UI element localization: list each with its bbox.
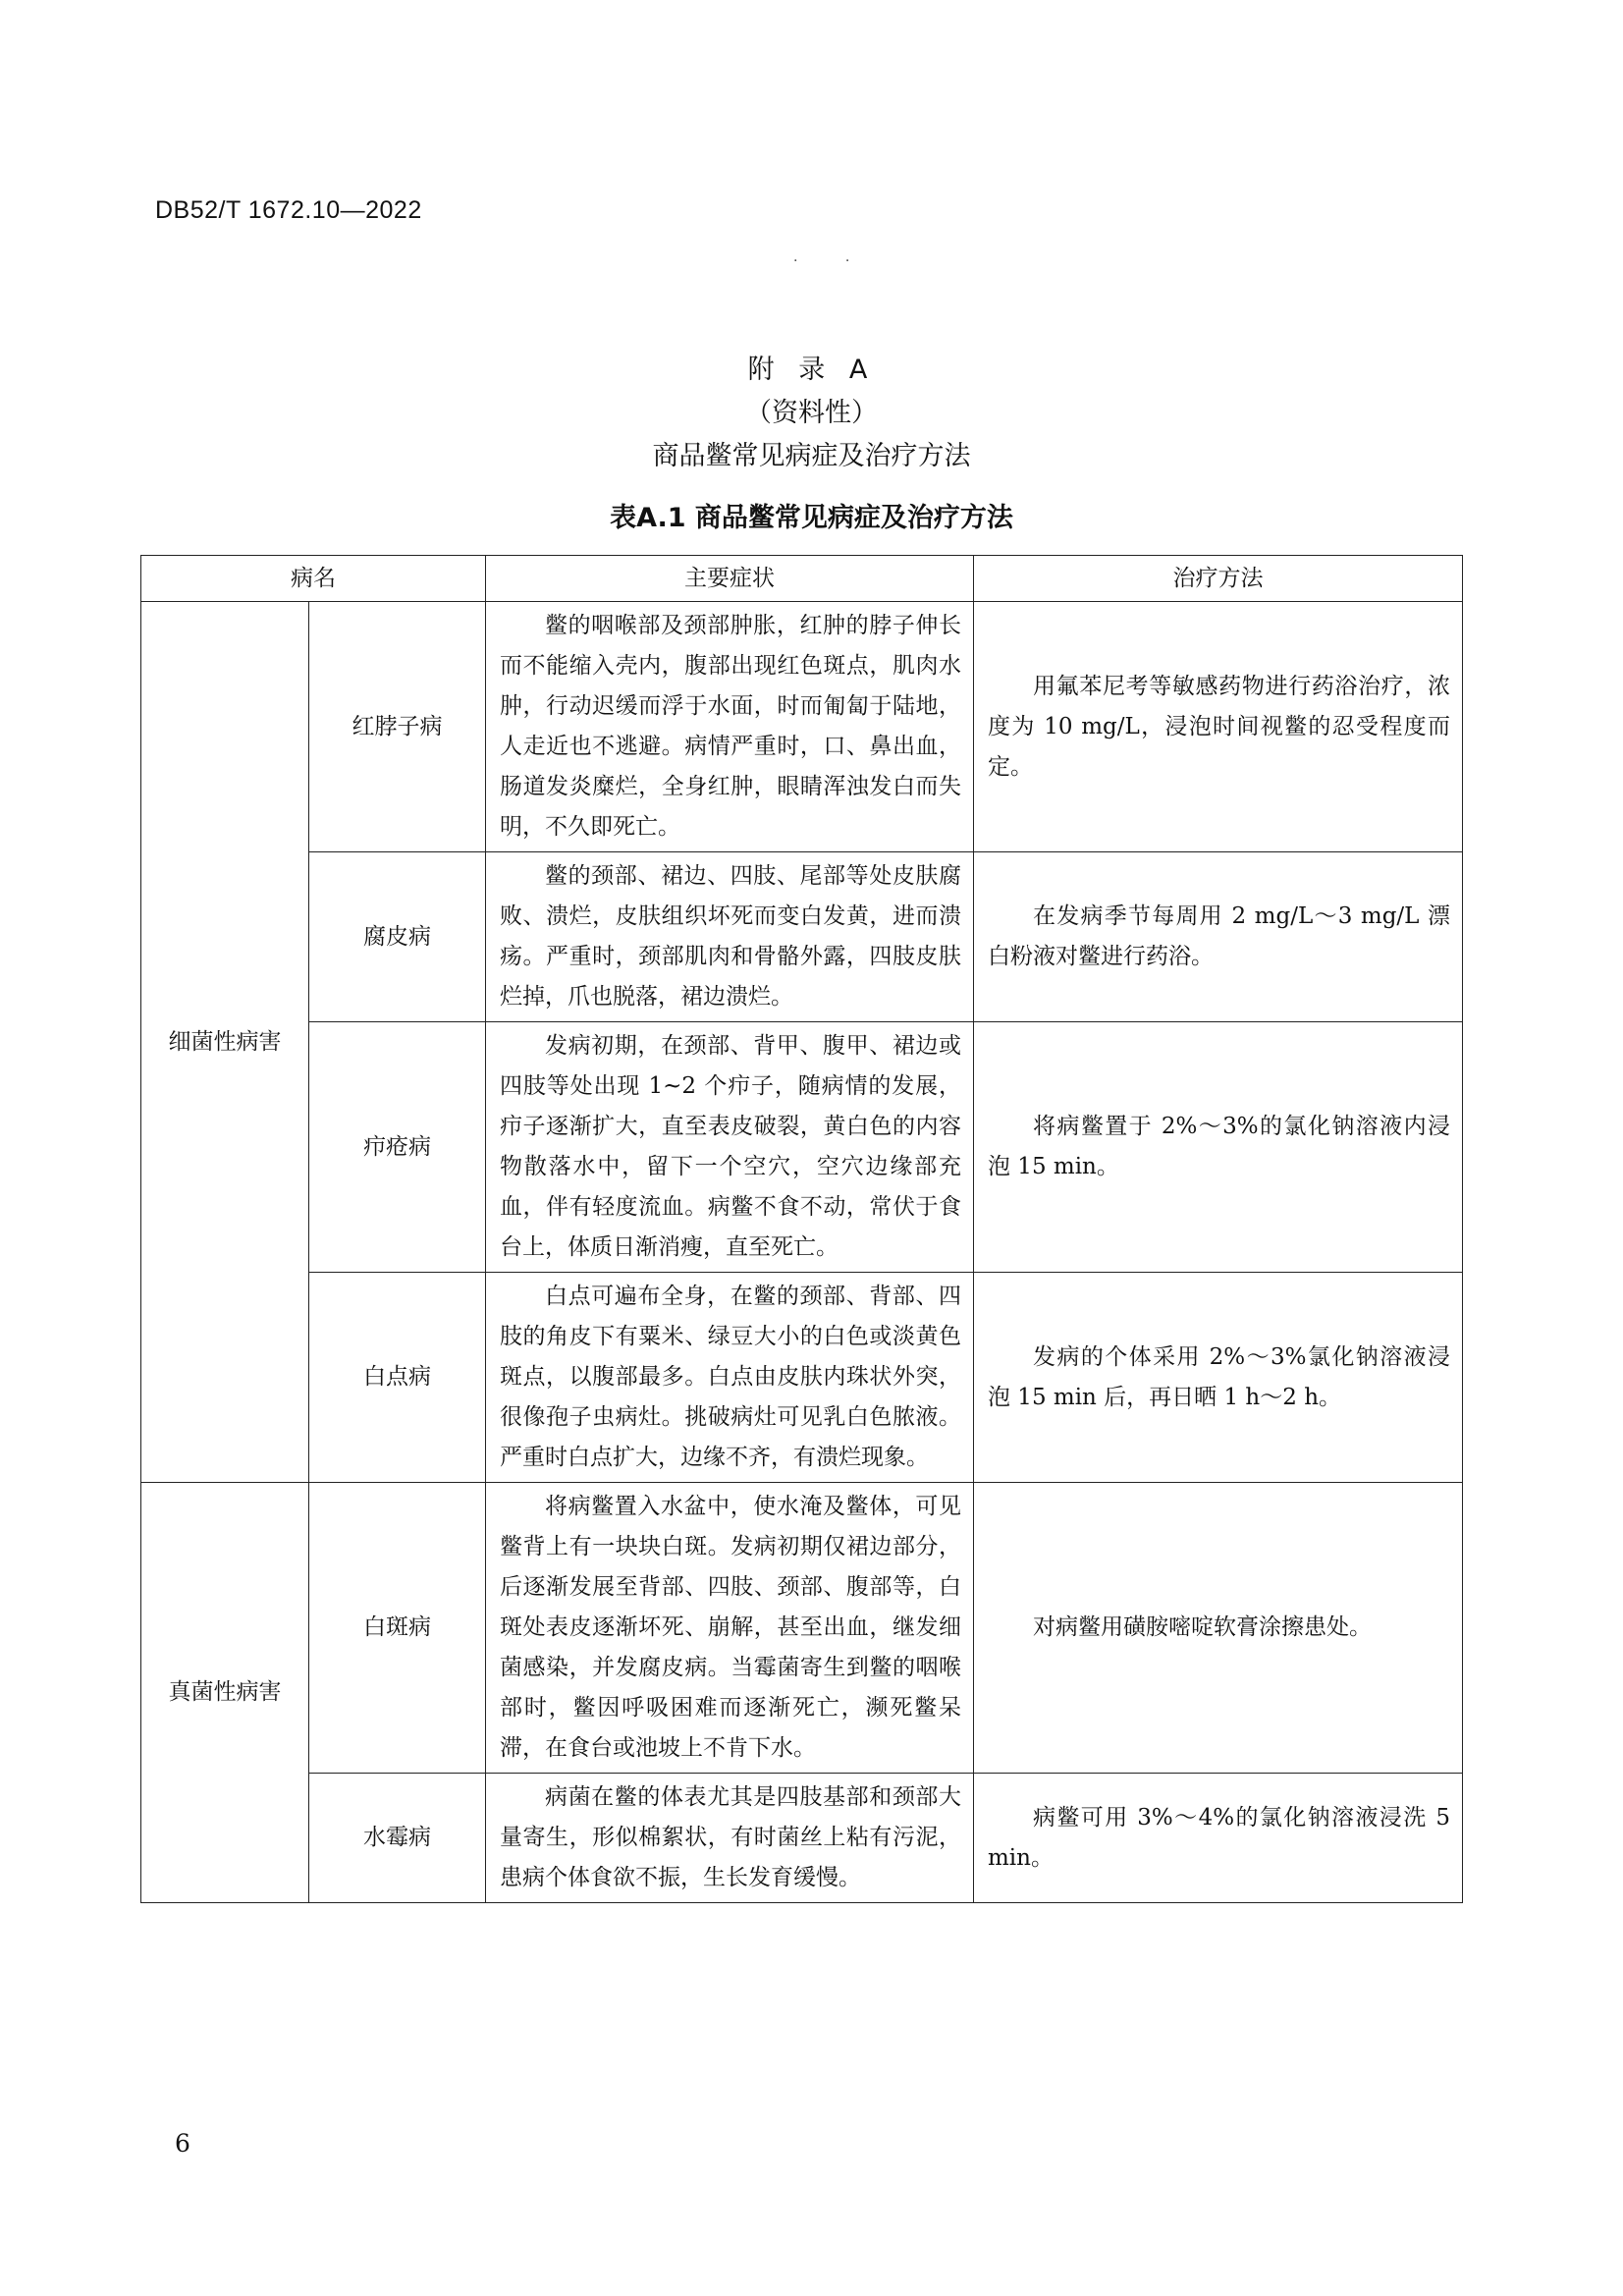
disease-table — [140, 555, 1463, 1903]
disease-treatment: 在发病季节每周用 2 mg/L～3 mg/L 漂白粉液对鳖进行药浴。 — [974, 852, 1463, 1022]
table-row — [141, 1273, 1463, 1483]
table-header-row — [141, 556, 1463, 602]
disease-name: 白点病 — [309, 1273, 486, 1483]
appendix-title: 商品鳖常见病症及治疗方法 — [652, 441, 971, 471]
disease-symptoms: 鳖的咽喉部及颈部肿胀，红肿的脖子伸长而不能缩入壳内，腹部出现红色斑点，肌肉水肿，行动迟缓而浮于水面，时而匍匐于陆地，人走近也不逃避。病情严重时，口、鼻出血，肠道发炎糜烂，全身红肿，眼睛浑浊发白而失明，不久即死亡。 — [486, 602, 974, 852]
appendix-label: 附 录 A — [747, 355, 876, 385]
disease-symptoms: 病菌在鳖的体表尤其是四肢基部和颈部大量寄生，形似棉絮状，有时菌丝上粘有污泥，患病个体食欲不振，生长发育缓慢。 — [486, 1774, 974, 1903]
category-bacterial: 细菌性病害 — [141, 602, 309, 1483]
disease-symptoms: 将病鳖置入水盆中，使水淹及鳖体，可见鳖背上有一块块白斑。发病初期仅裙边部分，后逐渐发展至背部、四肢、颈部、腹部等，白斑处表皮逐渐坏死、崩解，甚至出血，继发细菌感染，并发腐皮病。当霉菌寄生到鳖的咽喉部时，鳖因呼吸困难而逐渐死亡，濒死鳖呆滞，在食台或池坡上不肯下水。 — [486, 1483, 974, 1774]
disease-treatment: 病鳖可用 3%～4%的氯化钠溶液浸洗 5 min。 — [974, 1774, 1463, 1903]
disease-treatment: 对病鳖用磺胺嘧啶软膏涂擦患处。 — [974, 1483, 1463, 1774]
header-disease: 病名 — [141, 556, 486, 602]
registration-marks: . . — [793, 249, 872, 265]
disease-name: 水霉病 — [309, 1774, 486, 1903]
disease-treatment: 将病鳖置于 2%～3%的氯化钠溶液内浸泡 15 min。 — [974, 1022, 1463, 1273]
page-number: 6 — [175, 2129, 190, 2158]
header-symptoms: 主要症状 — [486, 556, 974, 602]
disease-name: 疖疮病 — [309, 1022, 486, 1273]
disease-treatment: 用氟苯尼考等敏感药物进行药浴治疗，浓度为 10 mg/L，浸泡时间视鳖的忍受程度而定。 — [974, 602, 1463, 852]
disease-symptoms: 发病初期，在颈部、背甲、腹甲、裙边或四肢等处出现 1~2 个疖子，随病情的发展，疖子逐渐扩大，直至表皮破裂，黄白色的内容物散落水中，留下一个空穴，空穴边缘部充血，伴有轻度流血。病鳖不食不动，常伏于食台上，体质日渐消瘦，直至死亡。 — [486, 1022, 974, 1273]
table-row — [141, 602, 1463, 852]
table-caption: 表A.1 商品鳖常见病症及治疗方法 — [610, 503, 1013, 533]
header-treatment: 治疗方法 — [974, 556, 1463, 602]
table-row — [141, 1022, 1463, 1273]
document-code: DB52/T 1672.10—2022 — [155, 196, 422, 224]
table-row — [141, 1774, 1463, 1903]
table-row — [141, 1483, 1463, 1774]
disease-name: 腐皮病 — [309, 852, 486, 1022]
disease-name: 白斑病 — [309, 1483, 486, 1774]
category-fungal: 真菌性病害 — [141, 1483, 309, 1903]
disease-symptoms: 鳖的颈部、裙边、四肢、尾部等处皮肤腐败、溃烂，皮肤组织坏死而变白发黄，进而溃疡。严重时，颈部肌肉和骨骼外露，四肢皮肤烂掉，爪也脱落，裙边溃烂。 — [486, 852, 974, 1022]
disease-name: 红脖子病 — [309, 602, 486, 852]
table-row — [141, 852, 1463, 1022]
disease-treatment: 发病的个体采用 2%～3%氯化钠溶液浸泡 15 min 后，再日晒 1 h～2 h。 — [974, 1273, 1463, 1483]
disease-symptoms: 白点可遍布全身，在鳖的颈部、背部、四肢的角皮下有粟米、绿豆大小的白色或淡黄色斑点，以腹部最多。白点由皮肤内珠状外突，很像孢子虫病灶。挑破病灶可见乳白色脓液。严重时白点扩大，边缘不齐，有溃烂现象。 — [486, 1273, 974, 1483]
appendix-nature: （资料性） — [745, 398, 878, 428]
